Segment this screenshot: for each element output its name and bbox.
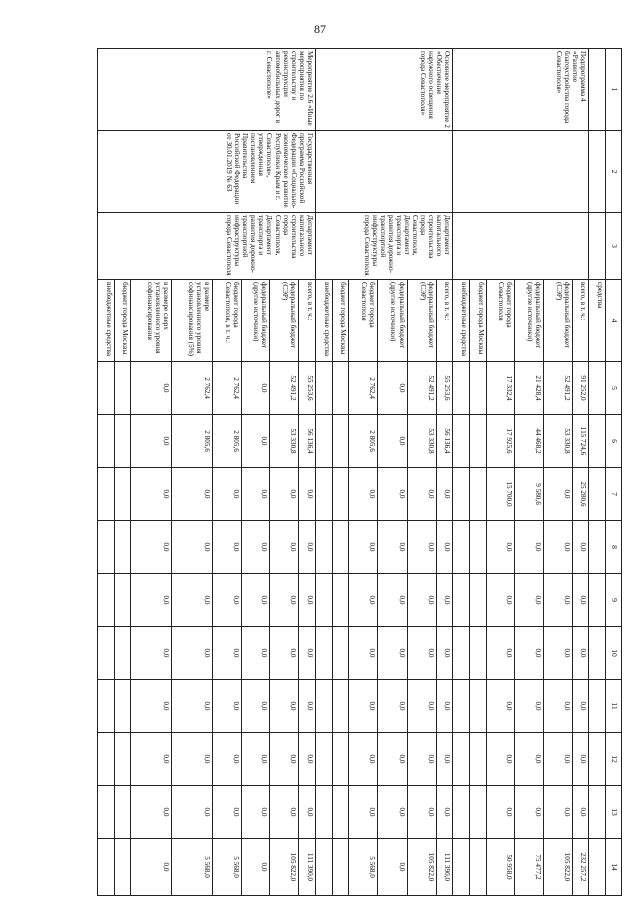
value-cell: 0,0 bbox=[270, 680, 299, 733]
value-cell: 0,0 bbox=[349, 733, 378, 786]
table-cell bbox=[589, 49, 606, 131]
value-cell: 0,0 bbox=[131, 521, 172, 574]
value-cell: 0,0 bbox=[572, 521, 589, 574]
value-cell: 2 805,6 bbox=[213, 415, 242, 468]
value-cell: 0,0 bbox=[407, 574, 436, 627]
value-cell: 0,0 bbox=[172, 627, 213, 680]
source-cell: федеральный бюджет (другие источники) bbox=[378, 280, 407, 362]
value-cell bbox=[315, 415, 332, 468]
value-cell: 0,0 bbox=[131, 680, 172, 733]
value-cell: 0,0 bbox=[172, 786, 213, 839]
value-cell: 0,0 bbox=[241, 574, 270, 627]
value-cell: 0,0 bbox=[270, 786, 299, 839]
value-cell: 53 330,8 bbox=[544, 415, 573, 468]
header-cell: 5 bbox=[606, 362, 622, 415]
header-cell: 6 bbox=[606, 415, 622, 468]
value-cell: 44 468,2 bbox=[515, 415, 544, 468]
source-cell: федеральный бюджет (другие источники) bbox=[241, 280, 270, 362]
value-cell: 52 491,2 bbox=[544, 362, 573, 415]
rotated-table-container bbox=[97, 48, 622, 882]
value-cell: 0,0 bbox=[378, 468, 407, 521]
value-cell bbox=[114, 839, 131, 896]
value-cell: 0,0 bbox=[572, 680, 589, 733]
source-cell: в размере сверх установленного уровня софинансирования bbox=[131, 280, 172, 362]
value-cell: 0,0 bbox=[241, 468, 270, 521]
value-cell: 0,0 bbox=[349, 468, 378, 521]
header-cell: 4 bbox=[606, 280, 622, 362]
source-cell: бюджет города Москвы bbox=[332, 280, 349, 362]
value-cell bbox=[453, 362, 470, 415]
value-cell: 0,0 bbox=[270, 574, 299, 627]
value-cell bbox=[98, 627, 115, 680]
value-cell: 0,0 bbox=[544, 680, 573, 733]
value-cell bbox=[315, 362, 332, 415]
value-cell: 2 805,6 bbox=[349, 415, 378, 468]
value-cell bbox=[98, 468, 115, 521]
value-cell: 0,0 bbox=[270, 468, 299, 521]
table-cell bbox=[589, 839, 606, 896]
value-cell: 0,0 bbox=[544, 786, 573, 839]
value-cell: 0,0 bbox=[378, 680, 407, 733]
value-cell: 0,0 bbox=[241, 733, 270, 786]
value-cell: 56 136,4 bbox=[436, 415, 453, 468]
value-cell: 0,0 bbox=[515, 680, 544, 733]
value-cell bbox=[114, 521, 131, 574]
header-row bbox=[606, 49, 622, 896]
value-cell: 5 568,0 bbox=[349, 839, 378, 896]
value-cell: 17 925,6 bbox=[486, 415, 515, 468]
value-cell bbox=[332, 733, 349, 786]
value-cell bbox=[114, 786, 131, 839]
value-cell: 0,0 bbox=[213, 574, 242, 627]
value-cell: 0,0 bbox=[270, 733, 299, 786]
source-cell: внебюджетные средства bbox=[98, 280, 115, 362]
table-row bbox=[572, 49, 589, 896]
table-row bbox=[299, 49, 316, 896]
value-cell bbox=[98, 786, 115, 839]
table-cell bbox=[589, 786, 606, 839]
budget-table bbox=[97, 48, 622, 896]
value-cell: 105 822,0 bbox=[270, 839, 299, 896]
header-cell: 11 bbox=[606, 680, 622, 733]
value-cell: 0,0 bbox=[172, 521, 213, 574]
table-body bbox=[98, 49, 606, 896]
value-cell: 52 491,2 bbox=[270, 362, 299, 415]
value-cell: 232 257,2 bbox=[572, 839, 589, 896]
header-cell: 9 bbox=[606, 574, 622, 627]
value-cell: 55 253,6 bbox=[436, 362, 453, 415]
value-cell bbox=[332, 521, 349, 574]
value-cell bbox=[470, 415, 487, 468]
source-cell: бюджет города Москвы bbox=[114, 280, 131, 362]
value-cell bbox=[470, 839, 487, 896]
value-cell bbox=[453, 839, 470, 896]
value-cell: 0,0 bbox=[213, 786, 242, 839]
value-cell: 0,0 bbox=[544, 521, 573, 574]
table-row bbox=[436, 49, 453, 896]
value-cell: 0,0 bbox=[378, 627, 407, 680]
value-cell: 0,0 bbox=[299, 680, 316, 733]
value-cell: 0,0 bbox=[378, 415, 407, 468]
value-cell: 0,0 bbox=[436, 468, 453, 521]
value-cell bbox=[453, 680, 470, 733]
value-cell bbox=[315, 733, 332, 786]
source-cell: федеральный бюджет (другие источники) bbox=[515, 280, 544, 362]
value-cell bbox=[332, 468, 349, 521]
value-cell: 0,0 bbox=[436, 680, 453, 733]
executor-cell: Департамент капитального строительства города Севастополя, Департамент транспорта и развития дорожно-транспортной инфраструктуры города Севастополя bbox=[98, 213, 316, 280]
value-cell bbox=[470, 362, 487, 415]
value-cell bbox=[114, 627, 131, 680]
header-cell: 13 bbox=[606, 786, 622, 839]
value-cell: 0,0 bbox=[572, 574, 589, 627]
value-cell bbox=[453, 574, 470, 627]
page-number: 87 bbox=[314, 22, 326, 36]
header-cell: 8 bbox=[606, 521, 622, 574]
value-cell: 0,0 bbox=[213, 521, 242, 574]
value-cell bbox=[453, 415, 470, 468]
value-cell: 0,0 bbox=[486, 786, 515, 839]
value-cell bbox=[315, 521, 332, 574]
value-cell: 2 762,4 bbox=[213, 362, 242, 415]
value-cell: 0,0 bbox=[486, 627, 515, 680]
value-cell bbox=[470, 521, 487, 574]
value-cell bbox=[453, 468, 470, 521]
source-cell: бюджет города Севастополя bbox=[486, 280, 515, 362]
value-cell: 0,0 bbox=[486, 521, 515, 574]
value-cell: 0,0 bbox=[544, 468, 573, 521]
source-cell: всего, в т. ч.: bbox=[436, 280, 453, 362]
value-cell: 111 390,0 bbox=[436, 839, 453, 896]
value-cell: 0,0 bbox=[544, 574, 573, 627]
value-cell bbox=[470, 627, 487, 680]
value-cell: 0,0 bbox=[436, 786, 453, 839]
value-cell: 0,0 bbox=[131, 574, 172, 627]
value-cell bbox=[332, 415, 349, 468]
value-cell: 0,0 bbox=[299, 468, 316, 521]
header-cell: 3 bbox=[606, 213, 622, 280]
value-cell: 105 822,0 bbox=[544, 839, 573, 896]
value-cell: 0,0 bbox=[515, 786, 544, 839]
value-cell: 0,0 bbox=[131, 733, 172, 786]
value-cell bbox=[332, 839, 349, 896]
value-cell bbox=[114, 468, 131, 521]
value-cell: 21 428,4 bbox=[515, 362, 544, 415]
value-cell: 0,0 bbox=[213, 733, 242, 786]
value-cell: 0,0 bbox=[299, 733, 316, 786]
value-cell: 0,0 bbox=[131, 468, 172, 521]
value-cell: 0,0 bbox=[131, 415, 172, 468]
value-cell: 0,0 bbox=[486, 574, 515, 627]
value-cell: 0,0 bbox=[515, 733, 544, 786]
value-cell: 0,0 bbox=[378, 362, 407, 415]
value-cell: 0,0 bbox=[407, 627, 436, 680]
value-cell: 0,0 bbox=[172, 574, 213, 627]
value-cell: 0,0 bbox=[378, 786, 407, 839]
value-cell: 25 280,6 bbox=[572, 468, 589, 521]
value-cell: 0,0 bbox=[486, 680, 515, 733]
value-cell: 0,0 bbox=[407, 733, 436, 786]
value-cell bbox=[114, 362, 131, 415]
value-cell: 0,0 bbox=[131, 839, 172, 896]
value-cell: 0,0 bbox=[407, 786, 436, 839]
header-cell: 2 bbox=[606, 131, 622, 213]
value-cell bbox=[470, 468, 487, 521]
value-cell bbox=[98, 733, 115, 786]
value-cell bbox=[470, 733, 487, 786]
value-cell: 0,0 bbox=[349, 521, 378, 574]
program-cell bbox=[315, 131, 453, 213]
program-cell: Государственная программа Российской Федерации «Социально-экономическое развитие Республики Крым и г. Севастополя», утвержденная постановлением Правительства Российской Федерации от 30.01.2019 № 63 bbox=[98, 131, 316, 213]
value-cell: 0,0 bbox=[213, 627, 242, 680]
value-cell: 0,0 bbox=[241, 627, 270, 680]
rotated-table-area bbox=[97, 48, 622, 882]
value-cell bbox=[315, 468, 332, 521]
measure-name-cell: Мероприятие 2.6 «Иные мероприятия по строительству и реконструкции автомобильных дорог в г. Севастополе» bbox=[98, 49, 316, 131]
value-cell: 0,0 bbox=[299, 786, 316, 839]
value-cell bbox=[470, 786, 487, 839]
value-cell: 0,0 bbox=[349, 574, 378, 627]
table-cell bbox=[589, 574, 606, 627]
value-cell bbox=[315, 839, 332, 896]
value-cell bbox=[98, 574, 115, 627]
value-cell: 0,0 bbox=[270, 521, 299, 574]
value-cell: 0,0 bbox=[436, 627, 453, 680]
value-cell: 0,0 bbox=[349, 680, 378, 733]
value-cell: 0,0 bbox=[378, 521, 407, 574]
value-cell: 0,0 bbox=[241, 786, 270, 839]
value-cell: 5 568,0 bbox=[213, 839, 242, 896]
table-cell bbox=[589, 468, 606, 521]
value-cell: 0,0 bbox=[299, 574, 316, 627]
value-cell bbox=[332, 786, 349, 839]
value-cell: 0,0 bbox=[572, 786, 589, 839]
value-cell: 0,0 bbox=[131, 627, 172, 680]
value-cell: 0,0 bbox=[378, 839, 407, 896]
source-cell: средства bbox=[589, 280, 606, 362]
header-cell: 14 bbox=[606, 839, 622, 896]
table-cell bbox=[589, 362, 606, 415]
value-cell: 0,0 bbox=[131, 362, 172, 415]
value-cell: 0,0 bbox=[172, 468, 213, 521]
source-cell: бюджет города Севастополя bbox=[349, 280, 378, 362]
value-cell: 0,0 bbox=[407, 521, 436, 574]
source-cell: бюджет города Москвы bbox=[470, 280, 487, 362]
value-cell bbox=[332, 574, 349, 627]
value-cell: 105 822,0 bbox=[407, 839, 436, 896]
header-cell: 1 bbox=[606, 49, 622, 131]
value-cell bbox=[470, 680, 487, 733]
header-cell: 10 bbox=[606, 627, 622, 680]
value-cell: 0,0 bbox=[241, 362, 270, 415]
value-cell: 0,0 bbox=[572, 733, 589, 786]
value-cell bbox=[332, 362, 349, 415]
value-cell: 0,0 bbox=[572, 627, 589, 680]
value-cell: 0,0 bbox=[515, 574, 544, 627]
value-cell: 0,0 bbox=[407, 680, 436, 733]
value-cell: 0,0 bbox=[486, 733, 515, 786]
value-cell: 53 330,8 bbox=[270, 415, 299, 468]
value-cell bbox=[453, 627, 470, 680]
source-cell: бюджет города Севастополя, в т. ч.: bbox=[213, 280, 242, 362]
value-cell bbox=[98, 839, 115, 896]
source-cell: всего, в т. ч.: bbox=[572, 280, 589, 362]
value-cell: 0,0 bbox=[544, 627, 573, 680]
value-cell: 0,0 bbox=[213, 468, 242, 521]
value-cell bbox=[114, 733, 131, 786]
value-cell: 0,0 bbox=[213, 680, 242, 733]
value-cell: 15 700,0 bbox=[486, 468, 515, 521]
measure-name-cell: Основное мероприятие 2 «Обеспечение наружного освещения города Севастополя» bbox=[315, 49, 453, 131]
value-cell bbox=[98, 521, 115, 574]
value-cell: 0,0 bbox=[299, 627, 316, 680]
source-cell: федеральный бюджет (СЭР) bbox=[407, 280, 436, 362]
table-cell bbox=[589, 415, 606, 468]
value-cell: 50 958,0 bbox=[486, 839, 515, 896]
value-cell bbox=[114, 574, 131, 627]
value-cell: 0,0 bbox=[241, 415, 270, 468]
value-cell: 0,0 bbox=[378, 733, 407, 786]
value-cell bbox=[315, 786, 332, 839]
value-cell bbox=[470, 574, 487, 627]
source-cell: федеральный бюджет (СЭР) bbox=[270, 280, 299, 362]
value-cell: 0,0 bbox=[378, 574, 407, 627]
source-cell: внебюджетные средства bbox=[315, 280, 332, 362]
program-cell bbox=[453, 131, 589, 213]
source-cell: всего, в т. ч.: bbox=[299, 280, 316, 362]
value-cell bbox=[114, 415, 131, 468]
table-cell bbox=[589, 213, 606, 280]
value-cell: 56 136,4 bbox=[299, 415, 316, 468]
value-cell bbox=[315, 627, 332, 680]
value-cell: 0,0 bbox=[172, 733, 213, 786]
value-cell: 0,0 bbox=[436, 521, 453, 574]
value-cell: 55 253,6 bbox=[299, 362, 316, 415]
value-cell bbox=[315, 680, 332, 733]
value-cell: 75 477,2 bbox=[515, 839, 544, 896]
value-cell: 115 724,6 bbox=[572, 415, 589, 468]
value-cell bbox=[98, 415, 115, 468]
value-cell: 0,0 bbox=[241, 839, 270, 896]
executor-cell bbox=[453, 213, 589, 280]
continuation-row bbox=[589, 49, 606, 896]
value-cell: 0,0 bbox=[544, 733, 573, 786]
value-cell: 0,0 bbox=[270, 627, 299, 680]
value-cell: 0,0 bbox=[131, 786, 172, 839]
value-cell bbox=[453, 786, 470, 839]
value-cell bbox=[453, 521, 470, 574]
value-cell bbox=[332, 680, 349, 733]
value-cell: 17 332,4 bbox=[486, 362, 515, 415]
measure-name-cell: Подпрограмма 4 «Развитие благоустройства города Севастополя» bbox=[453, 49, 589, 131]
value-cell: 53 330,8 bbox=[407, 415, 436, 468]
value-cell: 91 252,0 bbox=[572, 362, 589, 415]
value-cell: 2 762,4 bbox=[349, 362, 378, 415]
value-cell: 0,0 bbox=[349, 786, 378, 839]
source-cell: внебюджетные средства bbox=[453, 280, 470, 362]
value-cell: 9 580,6 bbox=[515, 468, 544, 521]
header-cell: 12 bbox=[606, 733, 622, 786]
value-cell: 0,0 bbox=[436, 574, 453, 627]
value-cell: 0,0 bbox=[407, 468, 436, 521]
table-cell bbox=[589, 131, 606, 213]
value-cell: 0,0 bbox=[515, 627, 544, 680]
table-cell bbox=[589, 733, 606, 786]
value-cell bbox=[315, 574, 332, 627]
value-cell: 0,0 bbox=[515, 521, 544, 574]
value-cell bbox=[114, 680, 131, 733]
value-cell bbox=[332, 627, 349, 680]
value-cell bbox=[453, 733, 470, 786]
value-cell: 0,0 bbox=[172, 680, 213, 733]
executor-cell: Департамент капитального строительства города Севастополя, Департамент транспорта и развития дорожно-транспортной инфраструктуры города Севастополя bbox=[315, 213, 453, 280]
source-cell: в размере установленного уровня софинансирования (5%) bbox=[172, 280, 213, 362]
value-cell bbox=[98, 680, 115, 733]
value-cell: 0,0 bbox=[349, 627, 378, 680]
value-cell: 0,0 bbox=[436, 733, 453, 786]
value-cell: 52 491,2 bbox=[407, 362, 436, 415]
table-cell bbox=[589, 680, 606, 733]
value-cell: 0,0 bbox=[241, 680, 270, 733]
value-cell: 0,0 bbox=[241, 521, 270, 574]
source-cell: федеральный бюджет (СЭР) bbox=[544, 280, 573, 362]
value-cell: 0,0 bbox=[299, 521, 316, 574]
value-cell: 2 805,6 bbox=[172, 415, 213, 468]
value-cell: 5 568,0 bbox=[172, 839, 213, 896]
value-cell: 111 390,0 bbox=[299, 839, 316, 896]
value-cell: 2 762,4 bbox=[172, 362, 213, 415]
table-cell bbox=[589, 627, 606, 680]
table-cell bbox=[589, 521, 606, 574]
header-cell: 7 bbox=[606, 468, 622, 521]
value-cell bbox=[98, 362, 115, 415]
